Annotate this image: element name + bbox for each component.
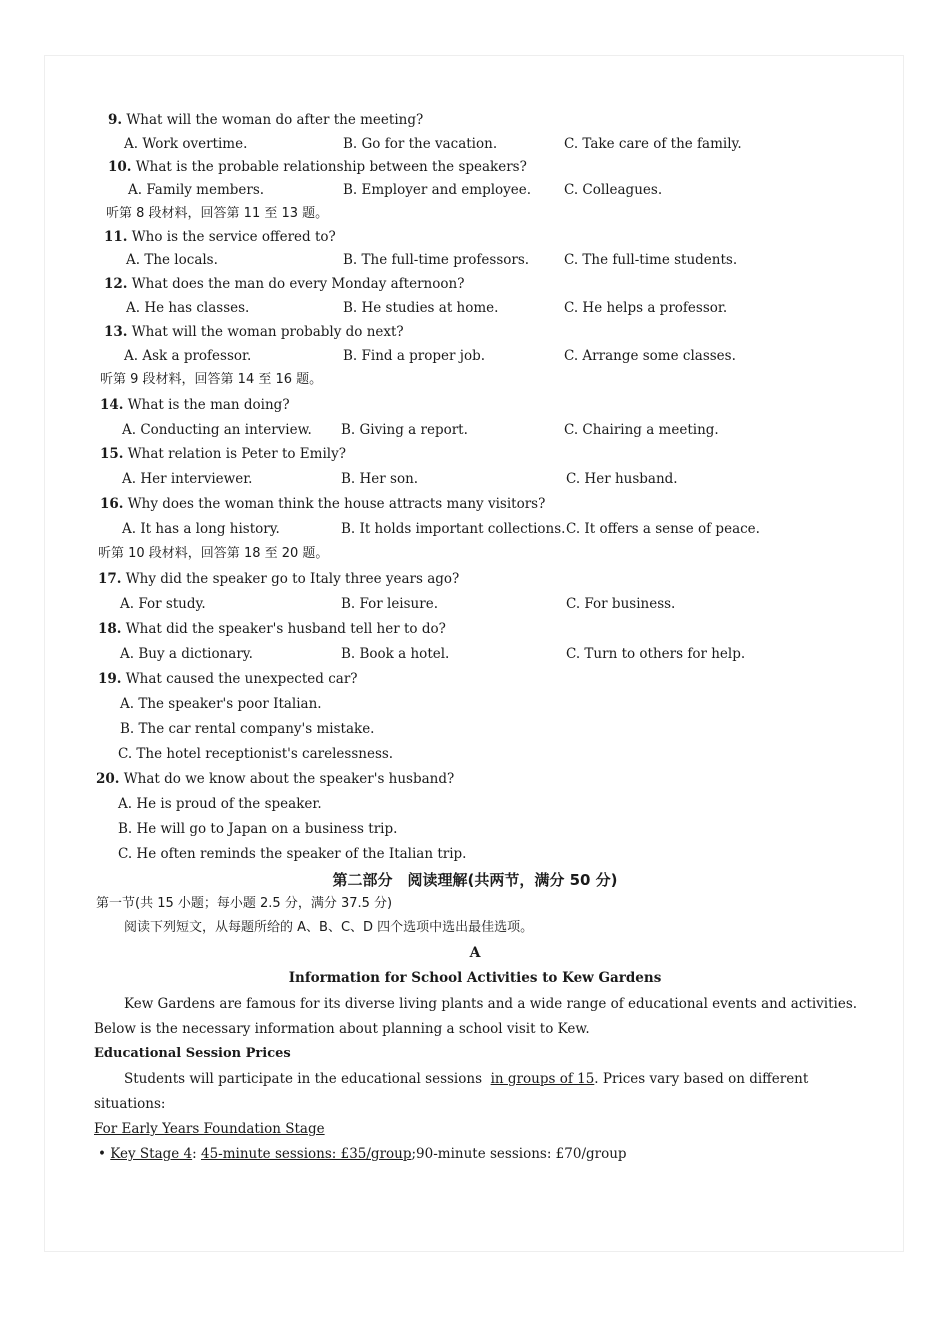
early-years-heading: For Early Years Foundation Stage [94,1121,325,1137]
para1-line2: Below is the necessary information about planning a school visit to Kew. [94,1021,590,1037]
q18-option-b: B. Book a hotel. [341,646,450,662]
part2-instruction: 阅读下列短文，从每题所给的 A、B、C、D 四个选项中选出最佳选项。 [124,920,534,935]
question-17: 17. Why did the speaker go to Italy three years ago? [98,571,460,587]
q19-option-c: C. The hotel receptionist's carelessness. [118,746,394,762]
q12-option-a: A. He has classes. [126,300,250,316]
passage-letter: A [469,945,481,961]
q20-option-a: A. He is proud of the speaker. [118,796,322,812]
para2-line1: Students will participate in the educational sessions in groups of 15. Prices vary based on different [124,1071,809,1087]
q18-option-a: A. Buy a dictionary. [120,646,253,662]
q20-option-b: B. He will go to Japan on a business trip. [118,821,398,837]
q11-option-a: A. The locals. [126,252,218,268]
question-14: 14. What is the man doing? [100,397,290,413]
q12-option-b: B. He studies at home. [343,300,499,316]
q11-option-c: C. The full-time students. [564,252,738,268]
q15-option-c: C. Her husband. [566,471,678,487]
q13-option-b: B. Find a proper job. [343,348,486,364]
part2-section1: 第一节(共 15 小题；每小题 2.5 分，满分 37.5 分) [96,896,393,911]
q16-option-b: B. It holds important collections. [341,521,566,537]
q18-option-c: C. Turn to others for help. [566,646,746,662]
question-10: 10. What is the probable relationship between the speakers? [108,159,527,175]
q15-option-b: B. Her son. [341,471,419,487]
q10-option-c: C. Colleagues. [564,182,663,198]
q9-option-a: A. Work overtime. [124,136,248,152]
question-20: 20. What do we know about the speaker's husband? [96,771,455,787]
q9-option-c: C. Take care of the family. [564,136,742,152]
q14-option-a: A. Conducting an interview. [122,422,312,438]
section-8-note: 听第 8 段材料，回答第 11 至 13 题。 [106,206,329,221]
q10-option-b: B. Employer and employee. [343,182,532,198]
q15-option-a: A. Her interviewer. [122,471,253,487]
question-11: 11. Who is the service offered to? [104,229,336,245]
q12-option-c: C. He helps a professor. [564,300,728,316]
q14-option-b: B. Giving a report. [341,422,468,438]
section-10-note: 听第 10 段材料，回答第 18 至 20 题。 [98,546,329,561]
q16-option-a: A. It has a long history. [122,521,280,537]
question-13: 13. What will the woman probably do next? [104,324,404,340]
q17-option-b: B. For leisure. [341,596,438,612]
question-9: 9. What will the woman do after the meeting? [108,112,424,128]
subheading-prices: Educational Session Prices [94,1046,291,1061]
q16-option-c: C. It offers a sense of peace. [566,521,760,537]
question-19: 19. What caused the unexpected car? [98,671,358,687]
para2-line2: situations: [94,1096,166,1112]
question-15: 15. What relation is Peter to Emily? [100,446,346,462]
question-18: 18. What did the speaker's husband tell her to do? [98,621,446,637]
q14-option-c: C. Chairing a meeting. [564,422,719,438]
q13-option-c: C. Arrange some classes. [564,348,736,364]
passage-title: Information for School Activities to Kew Gardens [288,970,662,986]
part2-title: 第二部分 阅读理解(共两节，满分 50 分) [332,871,618,889]
q19-option-a: A. The speaker's poor Italian. [120,696,322,712]
key-stage-4-line: • Key Stage 4: 45-minute sessions: £35/group;90-minute sessions: £70/group [98,1146,627,1162]
q10-option-a: A. Family members. [128,182,265,198]
para1-line1: Kew Gardens are famous for its diverse living plants and a wide range of educational events and activities. [124,996,858,1012]
q19-option-b: B. The car rental company's mistake. [120,721,375,737]
q13-option-a: A. Ask a professor. [124,348,252,364]
section-9-note: 听第 9 段材料，回答第 14 至 16 题。 [100,372,323,387]
question-16: 16. Why does the woman think the house attracts many visitors? [100,496,546,512]
q20-option-c: C. He often reminds the speaker of the Italian trip. [118,846,467,862]
bullet: • [98,1146,106,1162]
question-12: 12. What does the man do every Monday afternoon? [104,276,465,292]
q17-option-c: C. For business. [566,596,676,612]
q9-option-b: B. Go for the vacation. [343,136,498,152]
q17-option-a: A. For study. [120,596,206,612]
underlined-groups: in groups of 15 [490,1071,595,1087]
q11-option-b: B. The full-time professors. [343,252,530,268]
